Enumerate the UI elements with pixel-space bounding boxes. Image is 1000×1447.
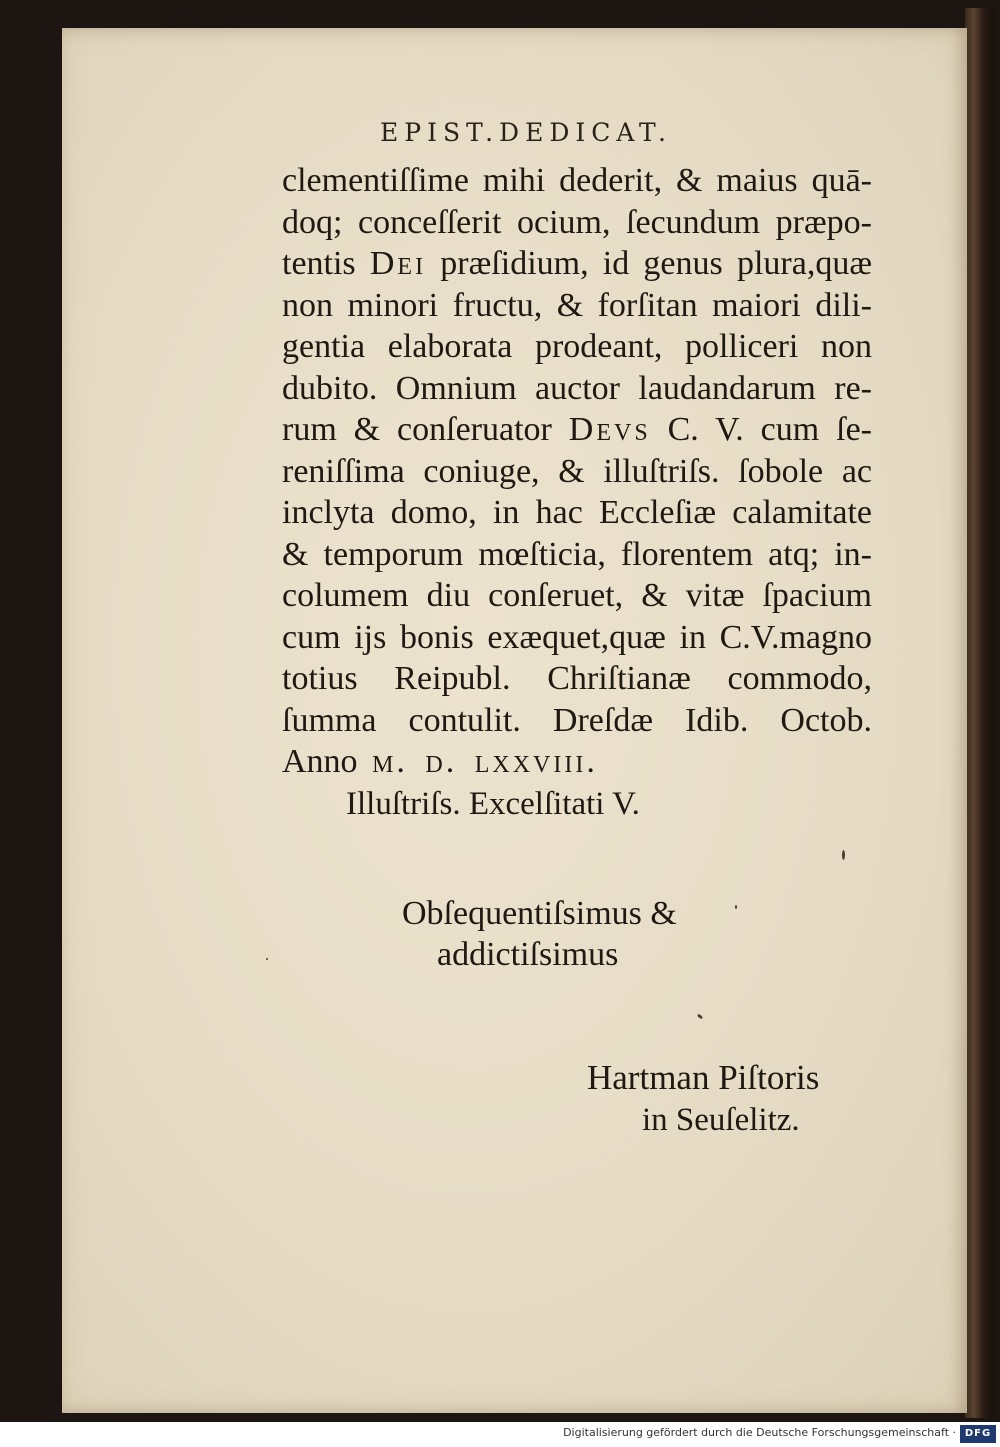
text-line [282,700,872,742]
text-line [282,409,872,451]
text-segment: doq; conceſſerit ocium, ſecundum præpo- [282,203,872,241]
text-segment: reniſſima coniuge, & illuſtriſs. ſobole ac [282,452,872,490]
text-line [282,617,872,659]
text-line [282,285,872,327]
signature-name: Hartman Piſtoris [587,1058,820,1097]
text-segment: tentis [282,245,370,282]
ink-speck [842,850,845,860]
salutation: Illuſtriſs. Excelſitati V. [346,786,640,822]
text-line [282,534,872,576]
small-caps-word: Dei [369,245,427,282]
book-edge [965,8,995,1418]
ink-speck [735,905,737,909]
text-segment: dubito. Omnium auctor laudandarum re- [282,369,872,407]
dedication-text [282,160,872,783]
text-segment: ſumma contulit. Dreſdæ Idib. Octob. [282,701,872,739]
text-segment: inclyta domo, in hac Eccleſiæ calamitate [282,494,872,531]
closing-line-2: addictiſsimus [437,936,619,973]
text-segment: & temporum mœſticia, florentem atq; in- [282,535,872,573]
text-segment: Anno [282,743,373,780]
small-caps-word: m. d. lxxviii. [372,743,598,780]
text-segment: totius Reipubl. Chriſtianæ commodo, [282,660,872,697]
text-segment: clementiſſime mihi dederit, & maius quā- [282,162,872,199]
text-segment: columem diu conſeruet, & vitæ ſpacium [282,577,872,614]
small-caps-word: Devs [568,411,651,448]
footer-bar [0,1422,1000,1447]
text-segment: gentia elaborata prodeant, polliceri non [282,328,872,365]
ink-speck [266,958,268,960]
signature-place: in Seuſelitz. [642,1102,800,1138]
text-segment: C. V. cum ſe- [650,411,872,448]
text-line [282,160,872,202]
text-line [282,492,872,534]
text-line [282,658,872,700]
text-line [282,243,872,285]
text-segment: rum & conſeruator [282,411,569,448]
running-head: EPIST.DEDICAT. [380,118,672,147]
text-line [282,575,872,617]
text-line [282,202,872,244]
text-segment: non minori fructu, & forſitan maiori dili- [282,286,872,324]
closing-line-1: Obſequentiſsimus & [402,895,677,932]
text-line [282,741,872,783]
text-line [282,326,872,368]
funding-credit: Digitalisierung gefördert durch die Deutsche Forschungsgemeinschaft · [563,1426,956,1439]
text-line [282,368,872,410]
text-segment: cum ijs bonis exæquet,quæ in C.V.magno [282,618,872,656]
text-segment: præſidium, id genus plura,quæ [426,245,872,282]
text-line [282,451,872,493]
dfg-logo-icon: DFG [960,1425,996,1443]
